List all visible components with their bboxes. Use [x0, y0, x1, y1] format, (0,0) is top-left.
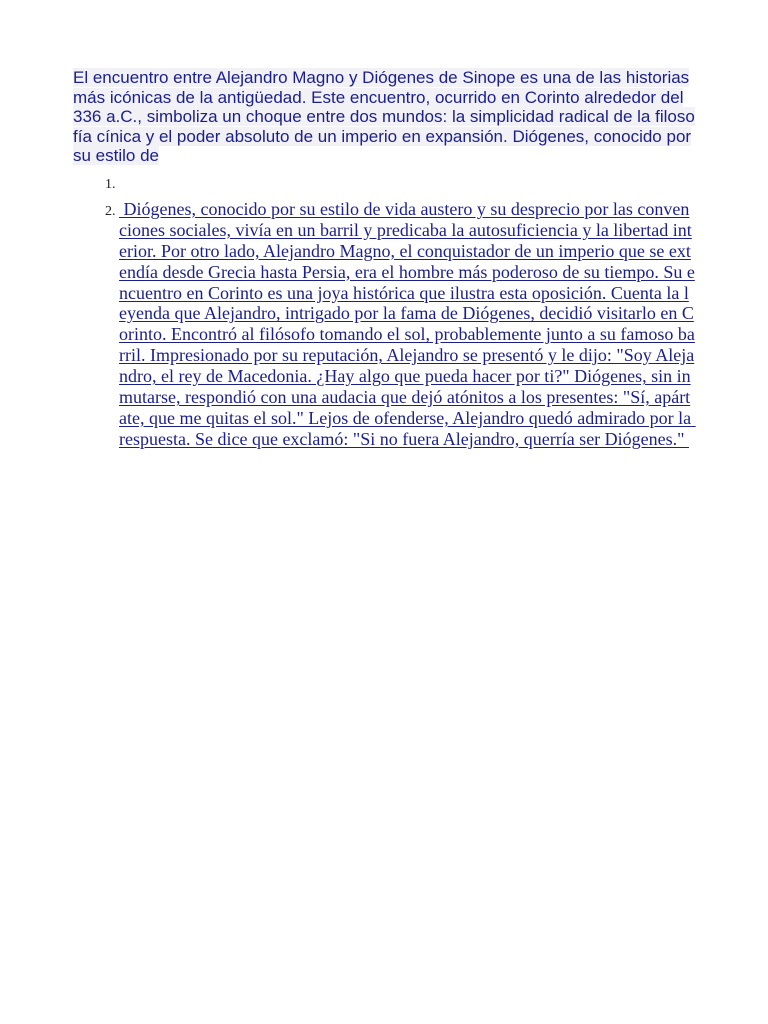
- intro-text: El encuentro entre Alejandro Magno y Diógenes de Sinope es una de las historias más icónicas de la antigüedad. Este encuentro, ocurrido en Corinto alrededor del 336 a.C., simboliza un choque entre dos mundos: la simplicidad radical de la filosofía cínica y el poder absoluto de un imperio en expansión. Diógenes, conocido por su estilo de: [73, 68, 695, 166]
- list-item-2: [119, 199, 695, 450]
- intro-paragraph: [73, 68, 695, 166]
- numbered-list: [73, 172, 695, 456]
- list-item-2-link[interactable]: Diógenes, conocido por su estilo de vida austero y su desprecio por las convenciones sociales, vivía en un barril y predicaba la autosuficiencia y la libertad interior. Por otro lado, Alejandro Magno, el conquistador de un imperio que se extendía desde Grecia hasta Persia, era el hombre más poderoso de su tiempo. Su encuentro en Corinto es una joya histórica que ilustra esta oposición. Cuenta la leyenda que Alejandro, intrigado por la fama de Diógenes, decidió visitarlo en Corinto. Encontró al filósofo tomando el sol, probablemente junto a su famoso barril. Impresionado por su reputación, Alejandro se presentó y le dijo: "Soy Alejandro, el rey de Macedonia. ¿Hay algo que pueda hacer por ti?" Diógenes, sin inmutarse, respondió con una audacia que dejó atónitos a los presentes: "Sí, apártate, que me quitas el sol." Lejos de ofenderse, Alejandro quedó admirado por la respuesta. Se dice que exclamó: "Si no fuera Alejandro, querría ser Diógenes.": [119, 198, 696, 449]
- list-item-1: [119, 172, 695, 193]
